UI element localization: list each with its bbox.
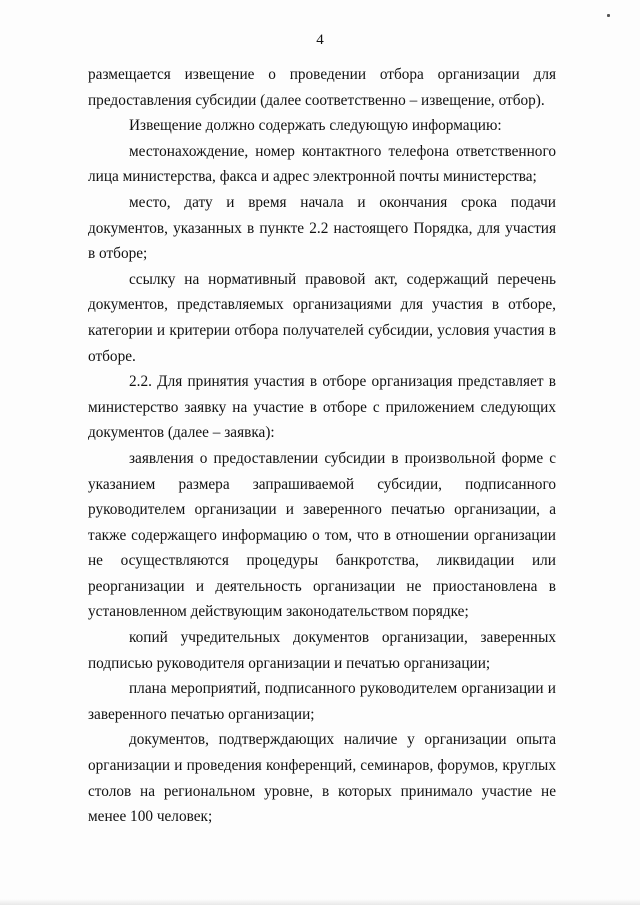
body-text bbox=[88, 62, 556, 830]
paragraph-location: местонахождение, номер контактного телефона ответственного лица министерства, факса и адрес электронной почты министерства; bbox=[88, 142, 556, 186]
paragraph-application: заявления о предоставлении субсидии в произвольной форме с указанием размера запрашиваемой субсидии, подписанного руководителем организации и заверенного печатью организации, а также содержащего информацию о том, что в отношении организации не осуществляются процедуры банкротства, ликвидации или реорганизации и деятельность организации не приостановлена в установленном действующим законодательством порядке; bbox=[88, 449, 556, 621]
paragraph-2-2: 2.2. Для принятия участия в отборе организация представляет в министерство заявку на участие в отборе с приложением следующих документов (далее – заявка): bbox=[88, 373, 556, 442]
paragraph-notice-intro: Извещение должно содержать следующую информацию: bbox=[129, 117, 502, 135]
paragraph-continuation: размещается извещение о проведении отбора организации для предоставления субсидии (далее соответственно – извещение, отбор). bbox=[88, 66, 556, 109]
scan-edge bbox=[0, 899, 640, 905]
page-number: 4 bbox=[316, 32, 324, 48]
paragraph-event-plan: плана мероприятий, подписанного руководителем организации и заверенного печатью организации; bbox=[88, 680, 556, 723]
paragraph-experience-docs: документов, подтверждающих наличие у организации опыта организации и проведения конференций, семинаров, форумов, круглых столов на региональном уровне, в которых принимало участие не менее 100 человек; bbox=[88, 731, 556, 826]
paragraph-dates: место, дату и время начала и окончания срока подачи документов, указанных в пункте 2.2 настоящего Порядка, для участия в отборе; bbox=[88, 193, 556, 263]
paragraph-charter-copies: копий учредительных документов организации, заверенных подписью руководителя организации и печатью организации; bbox=[88, 629, 556, 672]
paragraph-legal-act: ссылку на нормативный правовой акт, содержащий перечень документов, представляемых организациями для участия в отборе, категории и критерии отбора получателей субсидии, условия участия в отборе. bbox=[88, 270, 556, 365]
scan-artifact bbox=[607, 14, 610, 17]
